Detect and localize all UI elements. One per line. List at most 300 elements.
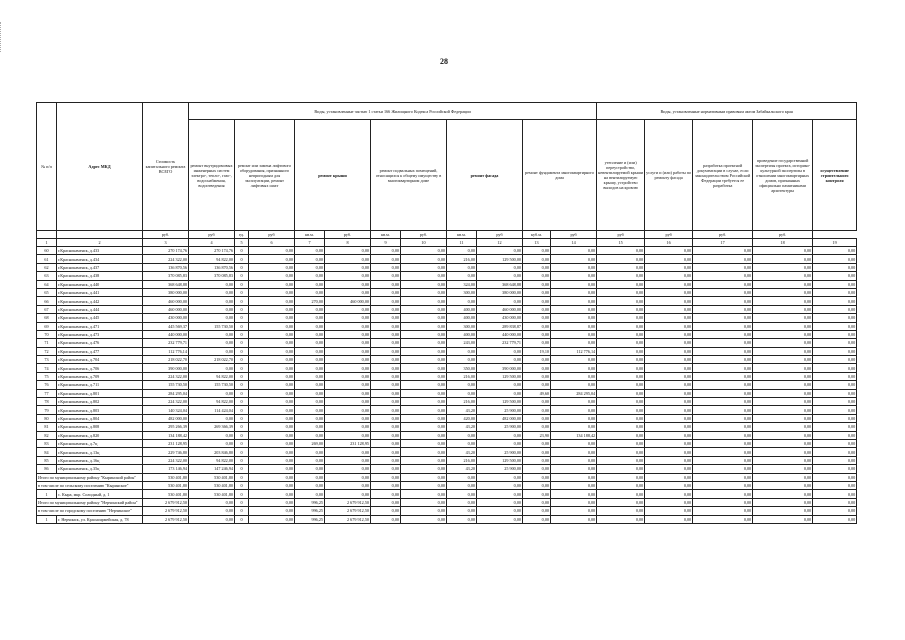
value-cell: 482 000,00 (477, 414, 523, 422)
table-row (37, 406, 857, 414)
value-cell: 0,00 (249, 465, 295, 473)
value-cell: 0,00 (813, 465, 857, 473)
value-cell: 0,00 (371, 389, 401, 397)
value-cell: 0,00 (401, 448, 447, 456)
value-cell: 0,00 (401, 330, 447, 338)
value-cell: 0,00 (693, 255, 753, 263)
value-cell: 0,00 (401, 314, 447, 322)
value-cell: 0,00 (753, 498, 813, 506)
value-cell: 0,00 (551, 322, 597, 330)
value-cell: 0 (235, 406, 249, 414)
row-number-cell: 64 (37, 280, 57, 288)
value-cell: 0,00 (693, 414, 753, 422)
value-cell: 390 000,00 (143, 364, 189, 372)
value-cell: 0,00 (295, 314, 325, 322)
value-cell: 0,00 (813, 456, 857, 464)
value-cell: 0,00 (693, 330, 753, 338)
address-cell: с. Кыра, мкр. Солидный, д. 1 (57, 490, 143, 498)
value-cell: 0,00 (813, 255, 857, 263)
value-cell: 0,00 (477, 297, 523, 305)
value-cell: 0,00 (325, 272, 371, 280)
value-cell: 0,00 (477, 507, 523, 515)
value-cell: 0,00 (249, 339, 295, 347)
value-cell: 0,00 (693, 247, 753, 255)
value-cell: 0,00 (813, 473, 857, 481)
row-number-cell: 82 (37, 431, 57, 439)
value-cell: 0,00 (325, 448, 371, 456)
unit-cell: ед. (235, 231, 249, 239)
value-cell: 0,00 (325, 431, 371, 439)
value-cell: 0,00 (813, 423, 857, 431)
address-cell: г.Краснокаменск, д.434 (57, 255, 143, 263)
value-cell: 0,00 (447, 263, 477, 271)
column-number-cell: 13 (523, 239, 551, 247)
value-cell: 0,00 (371, 398, 401, 406)
value-cell: 0,00 (325, 330, 371, 338)
address-cell: г.Краснокаменск, д.442 (57, 297, 143, 305)
address-cell: г. Нерчинск, ул. Красноармейская, д. 78 (57, 515, 143, 523)
value-cell: 0 (235, 456, 249, 464)
table-row (37, 372, 857, 380)
value-cell: 0,00 (371, 431, 401, 439)
value-cell: 49,60 (523, 389, 551, 397)
value-cell: 0,00 (645, 414, 693, 422)
unit-cell: кв.м. (447, 231, 477, 239)
value-cell: 0,00 (753, 381, 813, 389)
value-cell: 270 174,76 (189, 247, 235, 255)
value-cell: 0,00 (813, 515, 857, 523)
value-cell: 0 (235, 414, 249, 422)
value-cell: 0,00 (551, 465, 597, 473)
value-cell: 0,00 (189, 507, 235, 515)
value-cell: 0,00 (295, 247, 325, 255)
value-cell: 0,00 (371, 305, 401, 313)
summary-row (37, 515, 857, 523)
value-cell: 0,00 (523, 263, 551, 271)
value-cell: 0,00 (645, 456, 693, 464)
value-cell: 0,00 (295, 322, 325, 330)
value-cell: 530 401,80 (189, 481, 235, 489)
row-number-cell: 60 (37, 247, 57, 255)
value-cell: 2 679 912,50 (143, 507, 189, 515)
value-cell: 0,00 (597, 381, 645, 389)
value-cell: 0,00 (401, 456, 447, 464)
value-cell: 0,00 (523, 490, 551, 498)
address-cell: г.Краснокаменск, д.473 (57, 330, 143, 338)
table-row (37, 431, 857, 439)
value-cell: 460 000,00 (143, 305, 189, 313)
value-cell: 0,00 (813, 490, 857, 498)
row-number-cell: 66 (37, 297, 57, 305)
value-cell: 224 322,00 (143, 255, 189, 263)
value-cell: 0,00 (295, 272, 325, 280)
value-cell: 0 (235, 372, 249, 380)
value-cell: 0,00 (523, 498, 551, 506)
row-number-cell: 67 (37, 305, 57, 313)
value-cell: 0,00 (753, 330, 813, 338)
value-cell: 0,00 (693, 347, 753, 355)
value-cell: 0,00 (597, 314, 645, 322)
value-cell: 0,00 (645, 356, 693, 364)
value-cell: 996,25 (295, 507, 325, 515)
value-cell: 0,00 (371, 272, 401, 280)
value-cell: 0,00 (753, 247, 813, 255)
value-cell: 0,00 (295, 356, 325, 364)
value-cell: 0,00 (597, 423, 645, 431)
unit-cell: кв.м. (371, 231, 401, 239)
section-label-cell: в том числе по сельскому поселению "Кыринское" (37, 481, 143, 489)
value-cell: 0,00 (645, 255, 693, 263)
value-cell: 0,00 (325, 372, 371, 380)
value-cell: 0,00 (325, 288, 371, 296)
value-cell: 0,00 (645, 389, 693, 397)
value-cell: 0,00 (295, 280, 325, 288)
value-cell: 0,00 (753, 490, 813, 498)
value-cell: 0,00 (693, 398, 753, 406)
value-cell: 0,00 (693, 339, 753, 347)
address-cell: г.Краснокаменск, д.706 (57, 364, 143, 372)
value-cell: 231 128,95 (325, 439, 371, 447)
value-cell: 0,00 (551, 481, 597, 489)
value-cell: 0,00 (325, 381, 371, 389)
value-cell: 0,00 (693, 372, 753, 380)
value-cell: 0,00 (249, 356, 295, 364)
value-cell: 0,00 (597, 263, 645, 271)
value-cell: 0,00 (447, 490, 477, 498)
value-cell: 0,00 (645, 305, 693, 313)
column-number-cell: 1 (37, 239, 57, 247)
value-cell: 0,00 (645, 381, 693, 389)
table-row (37, 272, 857, 280)
table-row (37, 305, 857, 313)
value-cell: 0,00 (523, 448, 551, 456)
value-cell: 0,00 (597, 515, 645, 523)
unit-cell: руб. (401, 231, 447, 239)
value-cell: 0,00 (813, 288, 857, 296)
value-cell: 0,00 (447, 347, 477, 355)
value-cell: 289 838,87 (477, 322, 523, 330)
value-cell: 0,00 (325, 456, 371, 464)
value-cell: 0,00 (523, 339, 551, 347)
value-cell: 0,00 (645, 498, 693, 506)
address-cell: г.Краснокаменск, д.444 (57, 305, 143, 313)
table-row (37, 398, 857, 406)
address-cell: г.Краснокаменск, д.35ц (57, 465, 143, 473)
col-address-header: Адрес МКД (57, 103, 143, 231)
value-cell: 0 (235, 347, 249, 355)
value-cell: 0,00 (693, 314, 753, 322)
value-cell: 216,00 (447, 372, 477, 380)
value-cell: 0,00 (249, 347, 295, 355)
value-cell: 0,00 (249, 272, 295, 280)
value-cell: 0 (235, 398, 249, 406)
value-cell: 0,00 (249, 280, 295, 288)
column-number-cell: 16 (645, 239, 693, 247)
value-cell: 0,00 (753, 406, 813, 414)
value-cell: 0,00 (753, 389, 813, 397)
value-cell: 0,00 (401, 339, 447, 347)
value-cell: 0,00 (753, 305, 813, 313)
row-number-cell: 86 (37, 465, 57, 473)
value-cell: 0,00 (813, 389, 857, 397)
value-cell: 0,00 (753, 473, 813, 481)
value-cell: 0 (235, 297, 249, 305)
value-cell: 0,00 (249, 255, 295, 263)
value-cell: 0,00 (551, 356, 597, 364)
row-number-cell: 77 (37, 389, 57, 397)
value-cell: 0 (235, 272, 249, 280)
table-row (37, 322, 857, 330)
value-cell: 0,00 (447, 297, 477, 305)
value-cell: 0,00 (371, 314, 401, 322)
value-cell: 129 500,00 (477, 255, 523, 263)
value-cell: 0,00 (325, 356, 371, 364)
address-cell: г.Краснокаменск, д.7ц (57, 439, 143, 447)
value-cell: 0,00 (813, 247, 857, 255)
value-cell: 0,00 (371, 330, 401, 338)
value-cell: 0,00 (249, 263, 295, 271)
value-cell: 0,00 (249, 305, 295, 313)
value-cell: 25 900,00 (477, 423, 523, 431)
address-cell: г.Краснокаменск, д.16ц (57, 456, 143, 464)
value-cell: 0,00 (295, 473, 325, 481)
value-cell: 300,00 (447, 322, 477, 330)
address-cell: г.Краснокаменск, д.709 (57, 372, 143, 380)
value-cell: 0 (235, 515, 249, 523)
value-cell: 0,00 (249, 423, 295, 431)
value-cell: 0,00 (189, 288, 235, 296)
value-cell: 229 746,80 (143, 448, 189, 456)
value-cell: 0,00 (371, 356, 401, 364)
value-cell: 0,00 (813, 372, 857, 380)
value-cell: 0,00 (477, 498, 523, 506)
value-cell: 0,00 (645, 465, 693, 473)
value-cell: 0,00 (753, 414, 813, 422)
value-cell: 147 246,94 (189, 465, 235, 473)
value-cell: 0,00 (371, 263, 401, 271)
address-cell: г.Краснокаменск, д.476 (57, 339, 143, 347)
value-cell: 0,00 (249, 297, 295, 305)
value-cell: 0,00 (401, 398, 447, 406)
value-cell: 0,00 (597, 272, 645, 280)
value-cell: 43,20 (447, 448, 477, 456)
value-cell: 0,00 (813, 398, 857, 406)
value-cell: 0,00 (551, 280, 597, 288)
value-cell: 0 (235, 431, 249, 439)
value-cell: 0,00 (249, 314, 295, 322)
page-number: 28 (440, 57, 448, 66)
value-cell: 0,00 (645, 322, 693, 330)
unit-cell: руб. (325, 231, 371, 239)
value-cell: 0,00 (477, 263, 523, 271)
value-cell: 0,00 (645, 247, 693, 255)
value-cell: 0,00 (693, 456, 753, 464)
value-cell: 996,25 (295, 515, 325, 523)
value-cell: 0,00 (551, 398, 597, 406)
value-cell: 0,00 (693, 288, 753, 296)
value-cell: 2 679 912,50 (325, 498, 371, 506)
value-cell: 0,00 (551, 297, 597, 305)
value-cell: 134 188,42 (551, 431, 597, 439)
table-row (37, 389, 857, 397)
col-lift-header: ремонт или замена лифтового оборудования, признанного непригодным для эксплуатации, ремонт лифтовых шахт (235, 120, 295, 231)
row-number-cell: 61 (37, 255, 57, 263)
row-number-cell: 1 (37, 490, 57, 498)
address-cell: г.Краснокаменск, д.13ц (57, 448, 143, 456)
col-facade-header: ремонт фасада (447, 120, 523, 231)
value-cell: 0,00 (551, 255, 597, 263)
value-cell: 0,00 (447, 356, 477, 364)
unit-cell: руб. (143, 231, 189, 239)
value-cell: 269,00 (295, 439, 325, 447)
value-cell: 0,00 (523, 456, 551, 464)
value-cell: 0,00 (753, 439, 813, 447)
value-cell: 0,00 (401, 280, 447, 288)
value-cell: 269 366,39 (189, 423, 235, 431)
value-cell: 0,00 (693, 263, 753, 271)
value-cell: 2 679 912,50 (143, 498, 189, 506)
value-cell: 0,00 (295, 288, 325, 296)
value-cell: 0,00 (551, 330, 597, 338)
summary-row (37, 498, 857, 506)
address-cell: г.Краснокаменск, д.437 (57, 263, 143, 271)
value-cell: 368 648,88 (477, 280, 523, 288)
value-cell: 218 022,70 (143, 356, 189, 364)
summary-row (37, 490, 857, 498)
row-number-cell: 62 (37, 263, 57, 271)
value-cell: 94 822,00 (189, 255, 235, 263)
value-cell: 0,00 (813, 322, 857, 330)
value-cell: 0,00 (693, 297, 753, 305)
value-cell: 0,00 (693, 305, 753, 313)
value-cell: 0,00 (645, 364, 693, 372)
value-cell: 0,00 (401, 255, 447, 263)
summary-row (37, 481, 857, 489)
column-number-cell: 14 (551, 239, 597, 247)
value-cell: 0,00 (249, 448, 295, 456)
unit-cell: руб (597, 231, 645, 239)
value-cell: 0,00 (597, 288, 645, 296)
address-cell: г.Краснокаменск, д.433 (57, 247, 143, 255)
col-no-header: № п/п (37, 103, 57, 231)
value-cell: 129 500,00 (477, 456, 523, 464)
value-cell: 0,00 (447, 272, 477, 280)
value-cell: 0,00 (523, 364, 551, 372)
value-cell: 0,00 (693, 423, 753, 431)
value-cell: 0 (235, 473, 249, 481)
value-cell: 0 (235, 490, 249, 498)
value-cell: 0,00 (189, 339, 235, 347)
value-cell: 0,00 (645, 473, 693, 481)
address-cell: г.Краснокаменск, д.808 (57, 423, 143, 431)
value-cell: 0,00 (551, 339, 597, 347)
value-cell: 0,00 (189, 330, 235, 338)
value-cell: 0,00 (325, 305, 371, 313)
value-cell: 0,00 (447, 389, 477, 397)
value-cell: 0,00 (249, 372, 295, 380)
value-cell: 295 266,39 (143, 423, 189, 431)
value-cell: 155 730,50 (189, 322, 235, 330)
value-cell: 216,00 (447, 456, 477, 464)
table-row (37, 414, 857, 422)
column-number-cell: 7 (295, 239, 325, 247)
value-cell: 0,00 (597, 465, 645, 473)
value-cell: 0,00 (371, 247, 401, 255)
value-cell: 0,00 (753, 431, 813, 439)
table-row (37, 330, 857, 338)
value-cell: 0,00 (753, 280, 813, 288)
value-cell: 0,00 (523, 381, 551, 389)
value-cell: 0,00 (551, 423, 597, 431)
unit-cell: руб (551, 231, 597, 239)
value-cell: 203 846,80 (189, 448, 235, 456)
value-cell: 0,00 (693, 473, 753, 481)
value-cell: 0,00 (551, 473, 597, 481)
column-numbers-row (37, 239, 857, 247)
value-cell: 0,00 (325, 347, 371, 355)
value-cell: 440 000,00 (143, 330, 189, 338)
value-cell: 530 401,80 (189, 473, 235, 481)
value-cell: 0,00 (325, 263, 371, 271)
address-cell: г.Краснокаменск, д.438 (57, 272, 143, 280)
value-cell: 0,00 (551, 381, 597, 389)
value-cell: 0,00 (249, 381, 295, 389)
value-cell: 0,00 (693, 280, 753, 288)
value-cell: 0,00 (371, 406, 401, 414)
value-cell: 0,00 (753, 263, 813, 271)
value-cell: 129 500,00 (477, 372, 523, 380)
address-cell: г.Краснокаменск, д.704 (57, 356, 143, 364)
value-cell: 0,00 (753, 481, 813, 489)
value-cell: 0 (235, 255, 249, 263)
column-number-cell: 18 (753, 239, 813, 247)
value-cell: 0,00 (325, 322, 371, 330)
value-cell: 0 (235, 330, 249, 338)
value-cell: 112 776,14 (143, 347, 189, 355)
value-cell: 0,00 (645, 347, 693, 355)
table-row (37, 456, 857, 464)
value-cell: 300,00 (447, 288, 477, 296)
value-cell: 0,00 (401, 263, 447, 271)
value-cell: 112 776,14 (551, 347, 597, 355)
value-cell: 129 500,00 (477, 398, 523, 406)
value-cell: 400,00 (447, 305, 477, 313)
table-row (37, 381, 857, 389)
value-cell: 0,00 (249, 389, 295, 397)
table-row (37, 280, 857, 288)
value-cell: 0,00 (295, 381, 325, 389)
value-cell: 0,00 (551, 515, 597, 523)
value-cell: 0,00 (371, 339, 401, 347)
value-cell: 530 401,80 (189, 490, 235, 498)
value-cell: 0,00 (371, 297, 401, 305)
value-cell: 0,00 (401, 406, 447, 414)
value-cell: 440 000,00 (477, 330, 523, 338)
value-cell: 0,00 (753, 372, 813, 380)
value-cell: 0,00 (813, 381, 857, 389)
value-cell: 0,00 (523, 356, 551, 364)
value-cell: 0,00 (523, 247, 551, 255)
value-cell: 0,00 (523, 481, 551, 489)
value-cell: 0,00 (551, 305, 597, 313)
value-cell: 0,00 (401, 423, 447, 431)
value-cell: 0,00 (249, 515, 295, 523)
col-total-header: Стоимость капитального ремонта ВСЕГО (143, 103, 189, 231)
value-cell: 284 295,04 (143, 389, 189, 397)
table-row (37, 288, 857, 296)
value-cell: 0,00 (401, 305, 447, 313)
section-label-cell: Итого по муниципальному району "Кыринский район" (37, 473, 143, 481)
